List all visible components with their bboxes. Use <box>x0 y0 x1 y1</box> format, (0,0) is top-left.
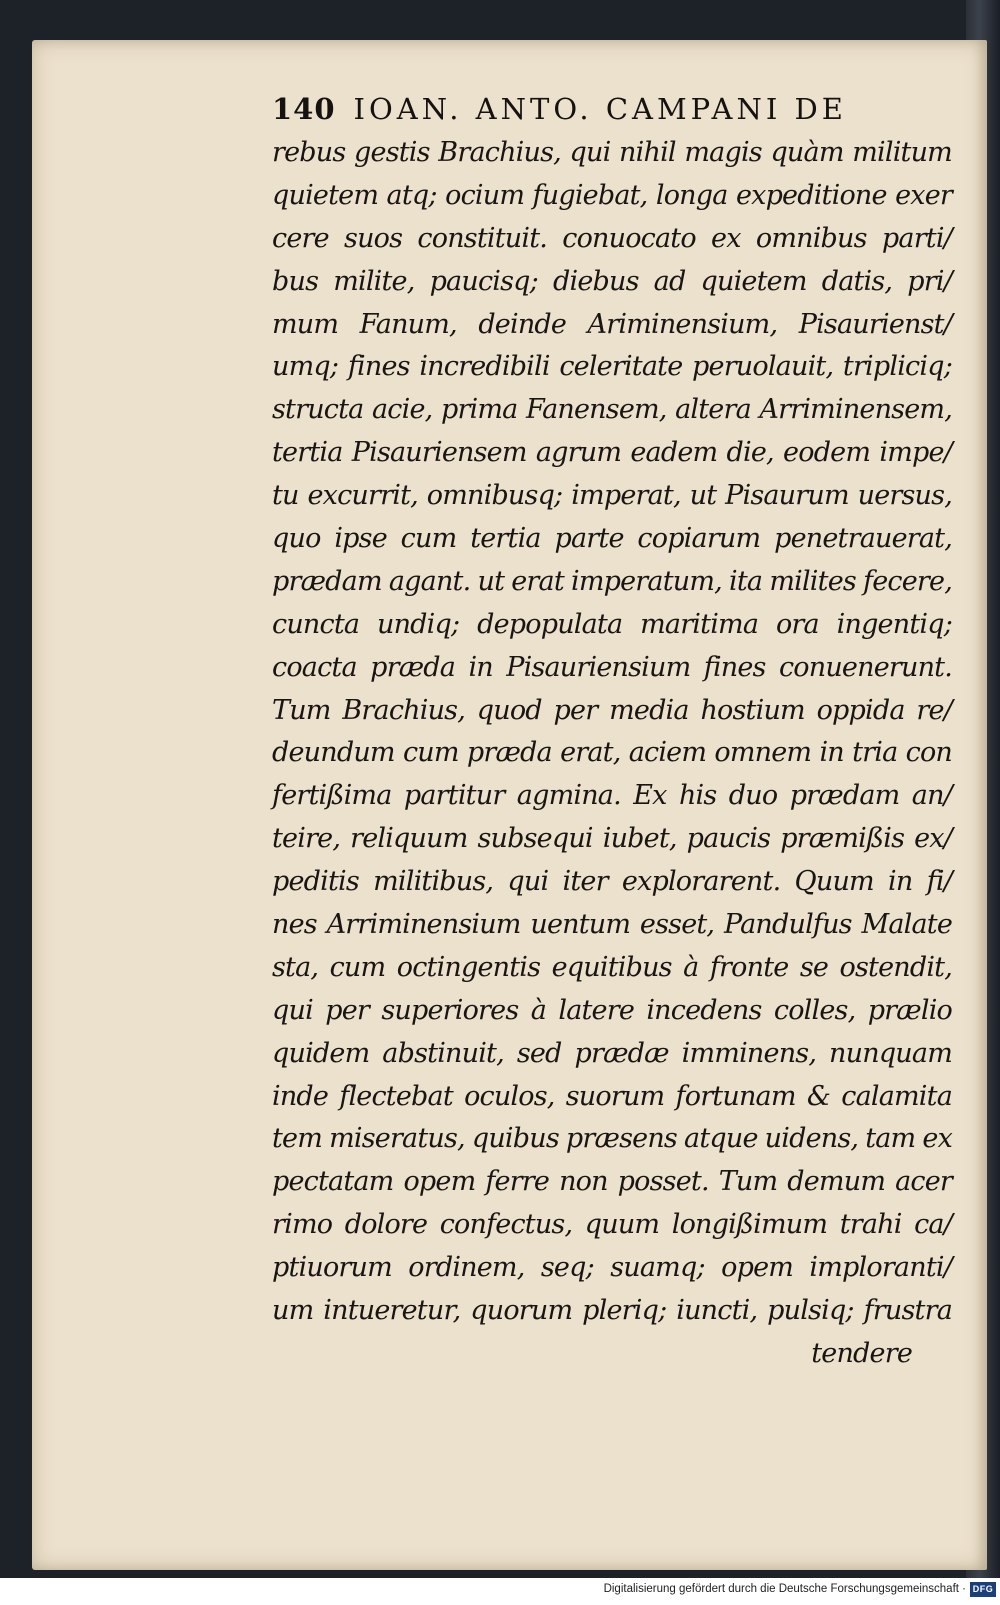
text-line: teire, reliquum subsequi iubet, paucis præmißis ex/ <box>272 823 952 855</box>
text-line: cuncta undiq; depopulata maritima ora ingentiq; <box>272 608 952 640</box>
text-line: um intueretur, quorum pleriq; iuncti, pulsiq; frustra <box>272 1295 952 1327</box>
text-line: quidem abstinuit, sed prædæ imminens, nunquam <box>272 1037 952 1069</box>
text-line: qui per superiores à latere incedens colles, prælio <box>272 994 952 1026</box>
text-line: ptiuorum ordinem, seq; suamq; opem imploranti/ <box>272 1252 952 1284</box>
digitization-credit: Digitalisierung gefördert durch die Deutsche Forschungsgemeinschaft · <box>603 1583 966 1595</box>
book-page <box>32 40 987 1570</box>
text-line: structa acie, prima Fanensem, altera Arriminensem, <box>272 394 952 426</box>
text-line: sta, cum octingentis equitibus à fronte se ostendit, <box>272 951 952 983</box>
text-line: tertia Pisauriensem agrum eadem die, eodem impe/ <box>272 437 952 469</box>
page-content <box>272 88 952 1376</box>
text-line: peditis militibus, qui iter explorarent. Quum in fi/ <box>272 866 952 898</box>
running-head-title: IOAN. ANTO. CAMPANI DE <box>353 92 847 126</box>
text-line: fertißima partitur agmina. Ex his duo prædam an/ <box>272 780 952 812</box>
text-line: prædam agant. ut erat imperatum, ita milites fecere, <box>272 565 952 597</box>
catchword: tendere <box>811 1337 912 1369</box>
text-line: tu excurrit, omnibusq; imperat, ut Pisaurum uersus, <box>272 480 952 512</box>
text-line: tem miseratus, quibus præsens atque uidens, tam ex <box>272 1123 952 1155</box>
dfg-logo: DFG <box>970 1582 996 1597</box>
text-line: bus milite, paucisq; diebus ad quietem datis, pri/ <box>272 265 952 297</box>
text-line: quietem atq; ocium fugiebat, longa expeditione exer <box>272 179 952 211</box>
page-number: 140 <box>272 92 336 126</box>
running-head <box>272 88 952 130</box>
text-line: cere suos constituit. conuocato ex omnibus parti/ <box>272 222 952 254</box>
text-line: nes Arriminensium uentum esset, Pandulfus Malate <box>272 909 952 941</box>
text-line: coacta præda in Pisauriensium fines conuenerunt. <box>272 651 952 683</box>
text-line: mum Fanum, deinde Ariminensium, Pisaurienst/ <box>272 308 952 340</box>
text-line: deundum cum præda erat, aciem omnem in tria con <box>272 737 952 769</box>
text-line: inde flectebat oculos, suorum fortunam & calamita <box>272 1080 952 1112</box>
text-line: pectatam opem ferre non posset. Tum demum acer <box>272 1166 952 1198</box>
text-line: quo ipse cum tertia parte copiarum penetrauerat, <box>272 523 952 555</box>
text-line: rebus gestis Brachius, qui nihil magis quàm militum <box>272 137 952 168</box>
footer-bar <box>0 1578 1000 1605</box>
text-line: rimo dolore confectus, quum longißimum trahi ca/ <box>272 1209 952 1241</box>
body-text <box>272 132 952 1376</box>
text-line: umq; fines incredibili celeritate peruolauit, tripliciq; <box>272 351 952 383</box>
text-line: Tum Brachius, quod per media hostium oppida re/ <box>272 694 952 726</box>
